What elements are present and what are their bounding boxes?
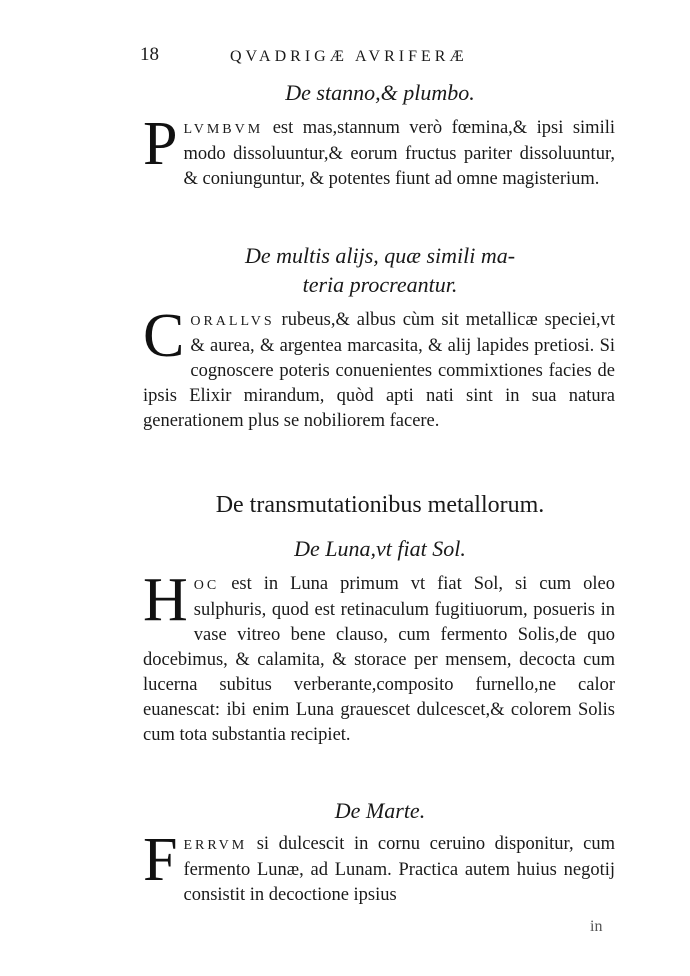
paragraph-text: si dulcescit in cornu ceruino disponitur, cum fermento Lunæ, ad Lunam. Practica autem huius negotij consistit in decoctione ipsius bbox=[183, 834, 615, 905]
smallcaps-ferrum: ERRVM bbox=[183, 838, 248, 853]
heading-stanno: De stanno,& plumbo. bbox=[285, 80, 475, 105]
paragraph-luna bbox=[143, 566, 615, 748]
heading-marte: De Marte. bbox=[334, 798, 426, 823]
paragraph-corallus bbox=[143, 302, 615, 434]
smallcaps-plumbum: LVMBVM bbox=[183, 122, 264, 137]
paragraph-text: rubeus,& albus cùm sit metallicæ speciei,vt & aurea, & argentea marcasita, & alij lapides pretiosi. Si cognoscere poteris conuenientes commixtiones facies de ipsis Elixir mirandum, quòd apti nati sint in sua natura generationem plus se nobiliorem facere. bbox=[143, 310, 615, 431]
paragraph-marte bbox=[143, 826, 615, 908]
page-number: 18 bbox=[140, 44, 159, 65]
dropcap-h: H bbox=[143, 566, 188, 634]
paragraph-text: est mas,stannum verò fœmina,& ipsi simili modo dissoluuntur,& eorum fructus pariter dissoluuntur, & coniunguntur, & potentes fiunt ad omne magisterium. bbox=[183, 118, 615, 189]
dropcap-c: C bbox=[143, 302, 185, 370]
smallcaps-hoc: OC bbox=[193, 578, 220, 593]
heading-multis-line2: teria procreantur. bbox=[302, 272, 458, 297]
catchword: in bbox=[590, 918, 603, 935]
paragraph-stanno bbox=[143, 110, 615, 192]
heading-multis-line1: De multis alijs, quæ simili ma- bbox=[244, 243, 516, 268]
heading-luna: De Luna,vt fiat Sol. bbox=[294, 536, 466, 561]
paragraph-text: est in Luna primum vt fiat Sol, si cum oleo sulphuris, quod est retinaculum fugitiuorum, posueris in vase vitreo bene clauso, cum fermento Solis,de quo docebimus, & calamita, & storace per mensem, decocta cum lucerna subitus verberante,composito furnello,ne calor euanescat: ibi enim Luna grauescet dulcescet,& colorem Solis cum tota substantia recipiet. bbox=[143, 574, 615, 745]
dropcap-p: P bbox=[143, 110, 178, 178]
dropcap-f: F bbox=[143, 826, 178, 894]
running-title: QVADRIGÆ AVRIFERÆ bbox=[230, 48, 468, 65]
smallcaps-corallus: ORALLVS bbox=[190, 314, 275, 329]
section-title: De transmutationibus metallorum. bbox=[215, 492, 545, 518]
page-header bbox=[140, 44, 620, 74]
